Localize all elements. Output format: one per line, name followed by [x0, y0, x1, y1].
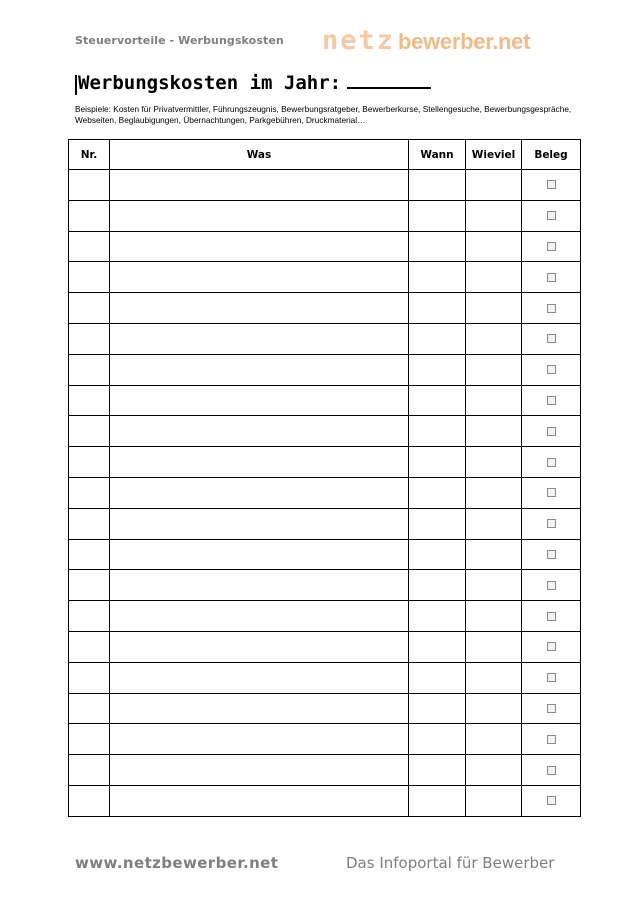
cell-wann[interactable] — [409, 385, 466, 416]
cell-wieviel[interactable] — [466, 385, 522, 416]
cell-wieviel[interactable] — [466, 755, 522, 786]
cell-wann[interactable] — [409, 200, 466, 231]
cell-wieviel[interactable] — [466, 231, 522, 262]
cell-beleg[interactable] — [522, 385, 581, 416]
cell-was[interactable] — [110, 693, 409, 724]
table-row — [69, 477, 581, 508]
cell-wieviel[interactable] — [466, 631, 522, 662]
cell-wann[interactable] — [409, 231, 466, 262]
table-row — [69, 601, 581, 632]
cell-nr[interactable] — [69, 570, 110, 601]
cell-was[interactable] — [110, 724, 409, 755]
beleg-checkbox[interactable] — [547, 242, 556, 251]
cell-beleg[interactable] — [522, 354, 581, 385]
beleg-checkbox[interactable] — [547, 581, 556, 590]
beleg-checkbox[interactable] — [547, 211, 556, 220]
cell-wann[interactable] — [409, 323, 466, 354]
logo-netz-text: netz — [322, 25, 396, 56]
beleg-checkbox[interactable] — [547, 550, 556, 559]
beleg-checkbox[interactable] — [547, 612, 556, 621]
cell-was[interactable] — [110, 755, 409, 786]
cell-nr[interactable] — [69, 354, 110, 385]
table-row — [69, 693, 581, 724]
cell-was[interactable] — [110, 662, 409, 693]
cell-nr[interactable] — [69, 785, 110, 816]
cell-wann[interactable] — [409, 354, 466, 385]
cell-nr[interactable] — [69, 601, 110, 632]
table-row — [69, 755, 581, 786]
cell-wann[interactable] — [409, 447, 466, 478]
cell-was[interactable] — [110, 570, 409, 601]
cell-was[interactable] — [110, 631, 409, 662]
cell-wieviel[interactable] — [466, 570, 522, 601]
beleg-checkbox[interactable] — [547, 334, 556, 343]
table-row — [69, 508, 581, 539]
cell-wann[interactable] — [409, 724, 466, 755]
cell-beleg[interactable] — [522, 755, 581, 786]
beleg-checkbox[interactable] — [547, 704, 556, 713]
cell-was[interactable] — [110, 477, 409, 508]
cell-nr[interactable] — [69, 447, 110, 478]
cell-wann[interactable] — [409, 416, 466, 447]
cell-wieviel[interactable] — [466, 416, 522, 447]
cell-was[interactable] — [110, 354, 409, 385]
cell-wann[interactable] — [409, 570, 466, 601]
cell-nr[interactable] — [69, 539, 110, 570]
cell-wann[interactable] — [409, 262, 466, 293]
cell-nr[interactable] — [69, 508, 110, 539]
cell-beleg[interactable] — [522, 508, 581, 539]
cell-was[interactable] — [110, 293, 409, 324]
cell-wieviel[interactable] — [466, 477, 522, 508]
cell-wieviel[interactable] — [466, 662, 522, 693]
table-row — [69, 293, 581, 324]
table-row — [69, 724, 581, 755]
table-row — [69, 785, 581, 816]
cell-wann[interactable] — [409, 539, 466, 570]
beleg-checkbox[interactable] — [547, 427, 556, 436]
cell-wieviel[interactable] — [466, 170, 522, 201]
cell-nr[interactable] — [69, 293, 110, 324]
cell-was[interactable] — [110, 231, 409, 262]
cell-wann[interactable] — [409, 693, 466, 724]
cell-wieviel[interactable] — [466, 354, 522, 385]
table-row — [69, 262, 581, 293]
column-header-wann: Wann — [409, 140, 466, 170]
beleg-checkbox[interactable] — [547, 735, 556, 744]
cell-wann[interactable] — [409, 662, 466, 693]
cell-beleg[interactable] — [522, 170, 581, 201]
page-title-text: Werbungskosten im Jahr: — [78, 72, 342, 94]
cell-was[interactable] — [110, 508, 409, 539]
cell-nr[interactable] — [69, 323, 110, 354]
logo-bewerber-text: bewerber.net — [398, 29, 531, 54]
cell-wieviel[interactable] — [466, 601, 522, 632]
cell-wieviel[interactable] — [466, 200, 522, 231]
beleg-checkbox[interactable] — [547, 365, 556, 374]
column-header-nr: Nr. — [69, 140, 110, 170]
beleg-checkbox[interactable] — [547, 519, 556, 528]
cell-nr[interactable] — [69, 724, 110, 755]
beleg-checkbox[interactable] — [547, 396, 556, 405]
page-title — [78, 72, 431, 94]
cell-beleg[interactable] — [522, 231, 581, 262]
footer-url[interactable]: www.netzbewerber.net — [75, 854, 279, 872]
cell-wieviel[interactable] — [466, 447, 522, 478]
column-header-was: Was — [110, 140, 409, 170]
cell-wieviel[interactable] — [466, 539, 522, 570]
table-row — [69, 323, 581, 354]
table-row — [69, 416, 581, 447]
cell-nr[interactable] — [69, 385, 110, 416]
beleg-checkbox[interactable] — [547, 180, 556, 189]
table-row — [69, 447, 581, 478]
cell-beleg[interactable] — [522, 323, 581, 354]
cell-wann[interactable] — [409, 755, 466, 786]
table-row — [69, 231, 581, 262]
cell-beleg[interactable] — [522, 262, 581, 293]
cell-was[interactable] — [110, 385, 409, 416]
table-row — [69, 570, 581, 601]
cell-beleg[interactable] — [522, 447, 581, 478]
cell-beleg[interactable] — [522, 662, 581, 693]
cell-was[interactable] — [110, 170, 409, 201]
cell-nr[interactable] — [69, 170, 110, 201]
cell-was[interactable] — [110, 447, 409, 478]
cell-wann[interactable] — [409, 631, 466, 662]
cell-wann[interactable] — [409, 170, 466, 201]
cell-nr[interactable] — [69, 693, 110, 724]
cell-beleg[interactable] — [522, 416, 581, 447]
cell-nr[interactable] — [69, 662, 110, 693]
cell-wieviel[interactable] — [466, 293, 522, 324]
beleg-checkbox[interactable] — [547, 796, 556, 805]
table-row — [69, 354, 581, 385]
cell-beleg[interactable] — [522, 631, 581, 662]
column-header-wieviel: Wieviel — [466, 140, 522, 170]
beleg-checkbox[interactable] — [547, 273, 556, 282]
beleg-checkbox[interactable] — [547, 488, 556, 497]
table-row — [69, 662, 581, 693]
cell-was[interactable] — [110, 200, 409, 231]
cell-nr[interactable] — [69, 262, 110, 293]
beleg-checkbox[interactable] — [547, 304, 556, 313]
cell-beleg[interactable] — [522, 293, 581, 324]
cell-beleg[interactable] — [522, 200, 581, 231]
cell-beleg[interactable] — [522, 785, 581, 816]
cell-wann[interactable] — [409, 601, 466, 632]
table-body — [69, 170, 581, 817]
header-section-title: Steuervorteile - Werbungskosten — [75, 34, 284, 47]
cell-wieviel[interactable] — [466, 508, 522, 539]
table-row — [69, 539, 581, 570]
cell-beleg[interactable] — [522, 693, 581, 724]
cell-nr[interactable] — [69, 416, 110, 447]
cell-wann[interactable] — [409, 477, 466, 508]
cell-wann[interactable] — [409, 293, 466, 324]
cell-wieviel[interactable] — [466, 693, 522, 724]
beleg-checkbox[interactable] — [547, 673, 556, 682]
cell-wieviel[interactable] — [466, 785, 522, 816]
cell-wieviel[interactable] — [466, 262, 522, 293]
beleg-checkbox[interactable] — [547, 642, 556, 651]
netzbewerber-logo[interactable] — [322, 27, 530, 55]
table-row — [69, 385, 581, 416]
cell-nr[interactable] — [69, 755, 110, 786]
footer-tagline: Das Infoportal für Bewerber — [346, 854, 555, 872]
cell-wann[interactable] — [409, 508, 466, 539]
examples-text: Beispiele: Kosten für Privatvermittler, Führungszeugnis, Bewerbungsratgeber, Bewerberkurse, Stellengesuche, Bewerbungsgespräche, Webseiten, Beglaubigungen, Übernachtungen, Parkgebühren, Druckmaterial… — [75, 104, 572, 125]
cell-wieviel[interactable] — [466, 323, 522, 354]
table-row — [69, 631, 581, 662]
cell-beleg[interactable] — [522, 539, 581, 570]
beleg-checkbox[interactable] — [547, 458, 556, 467]
cell-beleg[interactable] — [522, 601, 581, 632]
text-cursor — [75, 75, 77, 95]
cell-beleg[interactable] — [522, 477, 581, 508]
cell-was[interactable] — [110, 601, 409, 632]
cell-beleg[interactable] — [522, 724, 581, 755]
table-row — [69, 200, 581, 231]
year-blank-line[interactable] — [347, 73, 431, 89]
cell-wieviel[interactable] — [466, 724, 522, 755]
beleg-checkbox[interactable] — [547, 766, 556, 775]
table-header-row — [69, 140, 581, 170]
cell-wann[interactable] — [409, 785, 466, 816]
cell-nr[interactable] — [69, 631, 110, 662]
table-row — [69, 170, 581, 201]
cell-was[interactable] — [110, 416, 409, 447]
column-header-beleg: Beleg — [522, 140, 581, 170]
expenses-table — [68, 139, 581, 817]
cell-was[interactable] — [110, 785, 409, 816]
cell-beleg[interactable] — [522, 570, 581, 601]
cell-was[interactable] — [110, 323, 409, 354]
cell-nr[interactable] — [69, 477, 110, 508]
cell-was[interactable] — [110, 539, 409, 570]
cell-nr[interactable] — [69, 231, 110, 262]
cell-nr[interactable] — [69, 200, 110, 231]
cell-was[interactable] — [110, 262, 409, 293]
